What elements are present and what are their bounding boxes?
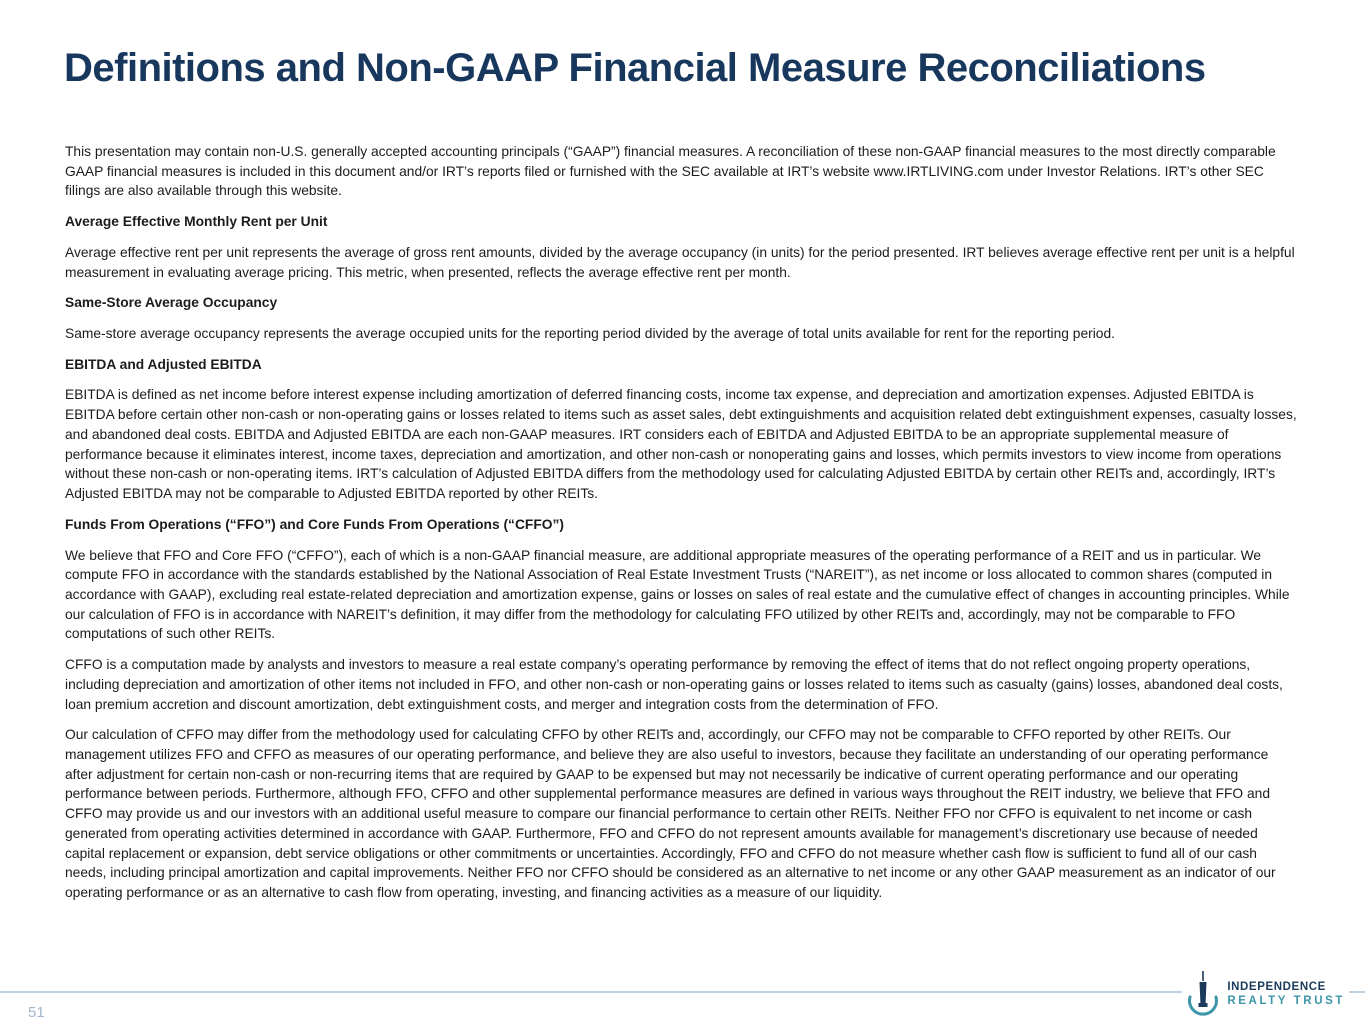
section-heading: EBITDA and Adjusted EBITDA bbox=[65, 356, 262, 372]
company-logo bbox=[1182, 969, 1349, 1021]
building-icon bbox=[1186, 971, 1220, 1019]
section-paragraph: Our calculation of CFFO may differ from the methodology used for calculating CFFO by other REITs and, accordingly, our CFFO may not be comparable to CFFO reported by other REITs. Our management utilizes FFO and CFFO as measures of our operating performance, and believe they are also useful to investors, because they facilitate an understanding of our operating performance after adjustment for certain non-cash or non-recurring items that are required by GAAP to be expensed but may not necessarily be indicative of current operating performance and our operating performance between periods. Furthermore, although FFO, CFFO and other supplemental performance measures are defined in various ways throughout the REIT industry, we believe that FFO and CFFO may provide us and our investors with an additional useful measure to compare our financial performance to certain other REITs. Neither FFO nor CFFO is equivalent to net income or cash generated from operating activities determined in accordance with GAAP. Furthermore, FFO and CFFO do not represent amounts available for management’s discretionary use because of needed capital replacement or expansion, debt service obligations or other commitments or uncertainties. Accordingly, FFO and CFFO do not measure whether cash flow is sufficient to fund all of our cash needs, including principal amortization and capital improvements. Neither FFO nor CFFO should be considered as an alternative to net income or any other GAAP measurement as an indicator of our operating performance or as an alternative to cash flow from operating, investing, and financing activities as a measure of our liquidity. bbox=[65, 727, 1276, 900]
logo-line2: REALTY TRUST bbox=[1227, 995, 1345, 1007]
section-heading: Average Effective Monthly Rent per Unit bbox=[65, 214, 328, 230]
section-heading: Same-Store Average Occupancy bbox=[65, 295, 278, 311]
page-title: Definitions and Non-GAAP Financial Measure Reconciliations bbox=[64, 46, 1206, 90]
section-heading: Funds From Operations (“FFO”) and Core Funds From Operations (“CFFO”) bbox=[65, 516, 564, 532]
section-paragraph: We believe that FFO and Core FFO (“CFFO”), each of which is a non-GAAP financial measure, are additional appropriate measures of the operating performance of a REIT and us in particular. We compute FFO in accordance with the standards established by the National Association of Real Estate Investment Trusts (“NAREIT”), as net income or loss allocated to common shares (computed in accordance with GAAP), excluding real estate-related depreciation and amortization expense, gains or losses on sales of real estate and the cumulative effect of changes in accounting principles. While our calculation of FFO is in accordance with NAREIT’s definition, it may differ from the methodology for calculating FFO utilized by other REITs and, accordingly, may not be comparable to FFO computations of such other REITs. bbox=[65, 547, 1290, 642]
page-number: 51 bbox=[28, 1004, 45, 1021]
section-paragraph: EBITDA is defined as net income before interest expense including amortization of deferred financing costs, income tax expense, and depreciation and amortization expenses. Adjusted EBITDA is EBITDA before certain other non-cash or non-operating gains or losses related to items such as asset sales, debt extinguishments and acquisition related debt extinguishment expenses, casualty losses, and abandoned deal costs. EBITDA and Adjusted EBITDA are each non-GAAP measures. IRT considers each of EBITDA and Adjusted EBITDA to be an appropriate supplemental measure of performance because it eliminates interest, income taxes, depreciation and amortization, and other non-cash or nonoperating gains and losses, which permits investors to view income from operations without these non-cash or non-operating items. IRT’s calculation of Adjusted EBITDA differs from the methodology used for calculating Adjusted EBITDA by certain other REITs and, accordingly, IRT’s Adjusted EBITDA may not be comparable to Adjusted EBITDA reported by other REITs. bbox=[65, 387, 1297, 502]
logo-line1: INDEPENDENCE bbox=[1227, 981, 1326, 994]
section-paragraph: Same-store average occupancy represents the average occupied units for the reporting period divided by the average of total units available for rent for the reporting period. bbox=[65, 326, 1115, 342]
section-paragraph: CFFO is a computation made by analysts and investors to measure a real estate company’s operating performance by removing the effect of items that do not reflect ongoing property operations, including depreciation and amortization of other items not included in FFO, and other non-cash or non-operating gains or losses related to items such as casualty (gains) losses, abandoned deal costs, loan premium accretion and discount amortization, debt extinguishment costs, and merger and integration costs from the determination of FFO. bbox=[65, 657, 1283, 712]
intro-paragraph: This presentation may contain non-U.S. generally accepted accounting principals (“GAAP”) financial measures. A reconciliation of these non-GAAP financial measures to the most directly comparable GAAP financial measures is included in this document and/or IRT’s reports filed or furnished with the SEC available at IRT’s website www.IRTLIVING.com under Investor Relations. IRT’s other SEC filings are also available through this website. bbox=[65, 144, 1276, 199]
content-body bbox=[65, 142, 1298, 914]
footer-divider bbox=[0, 991, 1365, 993]
logo-text bbox=[1227, 981, 1345, 1009]
section-paragraph: Average effective rent per unit represents the average of gross rent amounts, divided by the average occupancy (in units) for the period presented. IRT believes average effective rent per unit is a helpful measurement in evaluating average pricing. This metric, when presented, reflects the average effective rent per month. bbox=[65, 244, 1295, 280]
